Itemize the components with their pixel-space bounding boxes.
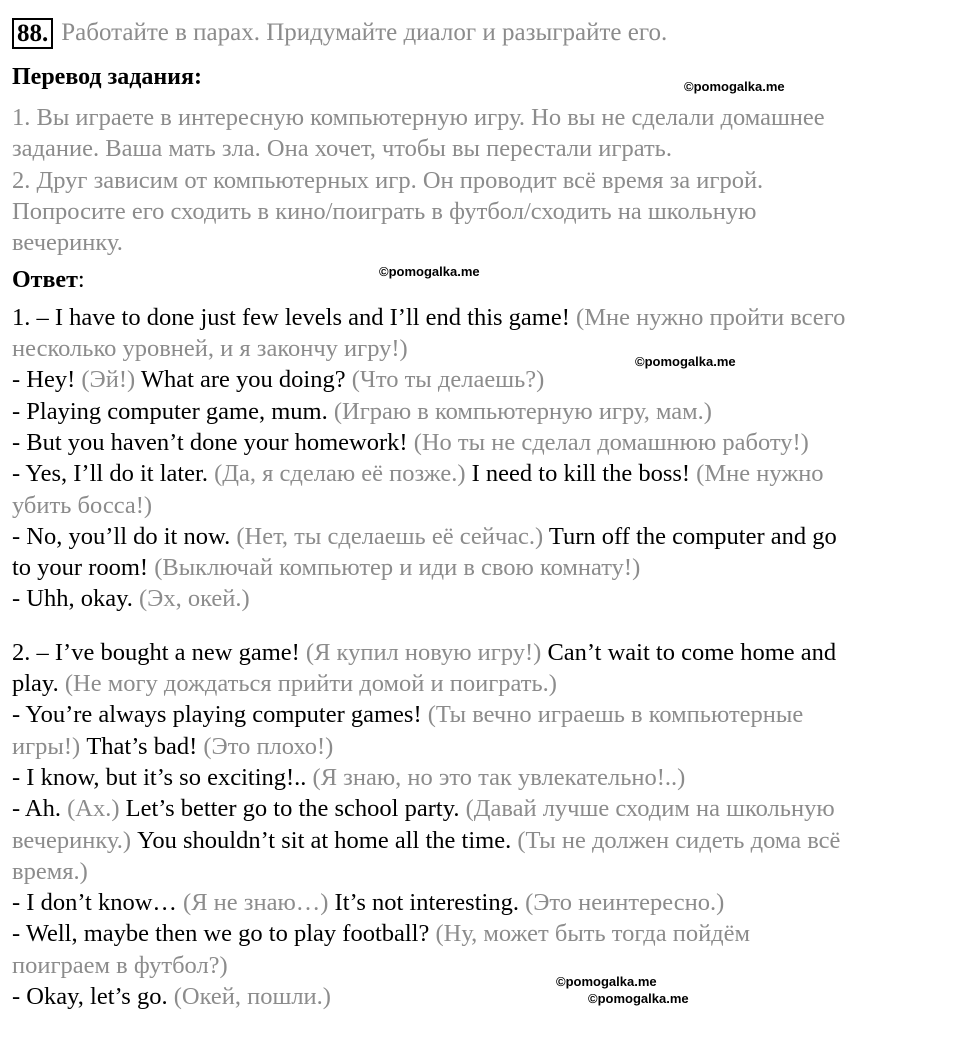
english-text: That’s bad! <box>86 732 204 760</box>
russian-translation: несколько уровней, и я закончу игру!) <box>12 335 408 363</box>
english-text: - Hey! <box>12 366 82 394</box>
dialog-line <box>12 668 952 699</box>
dialog-line <box>12 458 952 489</box>
exercise-number: 88. <box>12 18 53 49</box>
russian-translation: (Эх, окей.) <box>139 585 250 613</box>
translation-line: задание. Ваша мать зла. Она хочет, чтобы вы перестали играть. <box>12 135 672 163</box>
watermark: ©pomogalka.me <box>379 264 480 279</box>
dialog-line <box>12 793 952 824</box>
russian-translation: (Играю в компьютерную игру, мам.) <box>333 397 712 425</box>
english-text: What are you doing? <box>140 366 352 394</box>
english-text: - Well, maybe then we go to play football? <box>12 920 436 948</box>
russian-translation: (Это неинтересно.) <box>525 889 725 917</box>
watermark: ©pomogalka.me <box>588 991 689 1006</box>
english-text: - Ah. <box>12 795 68 823</box>
dialog-2 <box>12 637 952 1013</box>
russian-translation: (Не могу дождаться прийти домой и поиграть.) <box>64 670 557 698</box>
dialog-line <box>12 427 952 458</box>
russian-translation: (Выключай компьютер и иди в свою комнату!) <box>154 554 641 582</box>
english-text: 1. – I have to done just few levels and I’ll end this game! <box>12 303 577 331</box>
exercise-header <box>12 10 952 56</box>
dialog-line <box>12 699 952 730</box>
dialog-line <box>12 490 952 521</box>
russian-translation: (Мне нужно пройти всего <box>576 303 846 331</box>
dialog-1 <box>12 302 952 615</box>
english-text: Can’t wait to come home and <box>547 638 837 666</box>
english-text: play. <box>12 670 65 698</box>
russian-translation: (Ты вечно играешь в компьютерные <box>427 701 804 729</box>
russian-translation: (Давай лучше сходим на школьную <box>465 795 835 823</box>
dialog-line <box>12 762 952 793</box>
english-text: - I don’t know… <box>12 889 184 917</box>
dialog-line <box>12 825 952 856</box>
watermark: ©pomogalka.me <box>556 974 657 989</box>
english-text: Turn off the computer and go <box>548 522 837 550</box>
translation-line: вечеринку. <box>12 229 123 257</box>
dialog-line <box>12 731 952 762</box>
translation-heading: Перевод задания: <box>12 64 202 90</box>
dialog-line <box>12 856 952 887</box>
russian-translation: игры!) <box>12 732 87 760</box>
dialog-line <box>12 521 952 552</box>
exercise-task: Работайте в парах. Придумайте диалог и разыграйте его. <box>61 19 668 46</box>
russian-translation: (Я купил новую игру!) <box>305 638 548 666</box>
english-text: - But you haven’t done your homework! <box>12 428 414 456</box>
english-text: to your room! <box>12 554 155 582</box>
russian-translation: (Ах.) <box>67 795 126 823</box>
english-text: You shouldn’t sit at home all the time. <box>137 826 518 854</box>
translation-text <box>12 102 952 258</box>
russian-translation: (Что ты делаешь?) <box>351 366 545 394</box>
english-text: - No, you’ll do it now. <box>12 522 237 550</box>
russian-translation: (Но ты не сделал домашнюю работу!) <box>413 428 809 456</box>
english-text: 2. – I’ve bought a new game! <box>12 638 306 666</box>
russian-translation: (Это плохо!) <box>203 732 334 760</box>
dialog-line <box>12 302 952 333</box>
russian-translation: (Ну, может быть тогда пойдём <box>435 920 751 948</box>
dialog-line <box>12 950 952 981</box>
russian-translation: (Нет, ты сделаешь её сейчас.) <box>236 522 549 550</box>
dialog-line <box>12 887 952 918</box>
russian-translation: вечеринку.) <box>12 826 138 854</box>
english-text: - Playing computer game, mum. <box>12 397 334 425</box>
dialog-line <box>12 918 952 949</box>
translation-line: Попросите его сходить в кино/поиграть в футбол/сходить на школьную <box>12 197 757 225</box>
english-text: - Yes, I’ll do it later. <box>12 460 215 488</box>
english-text: - Uhh, okay. <box>12 585 140 613</box>
dialog-line <box>12 333 952 364</box>
russian-translation: (Мне нужно <box>696 460 824 488</box>
exercise-page <box>12 10 952 1012</box>
answer-heading: Ответ: <box>12 266 85 294</box>
russian-translation: (Я не знаю…) <box>183 889 335 917</box>
russian-translation: (Эй!) <box>81 366 141 394</box>
dialog-line <box>12 396 952 427</box>
dialog-line <box>12 637 952 668</box>
dialog-line <box>12 364 952 395</box>
russian-translation: время.) <box>12 857 88 885</box>
english-text: - I know, but it’s so exciting!.. <box>12 763 313 791</box>
english-text: - You’re always playing computer games! <box>12 701 428 729</box>
russian-translation: убить босса!) <box>12 491 153 519</box>
russian-translation: (Я знаю, но это так увлекательно!..) <box>312 763 686 791</box>
english-text: It’s not interesting. <box>334 889 526 917</box>
watermark: ©pomogalka.me <box>684 79 785 94</box>
english-text: Let’s better go to the school party. <box>125 795 466 823</box>
dialog-line <box>12 583 952 614</box>
translation-line: 1. Вы играете в интересную компьютерную игру. Но вы не сделали домашнее <box>12 104 825 131</box>
dialog-line <box>12 552 952 583</box>
english-text: I need to kill the boss! <box>471 460 697 488</box>
watermark: ©pomogalka.me <box>635 354 736 369</box>
russian-translation: (Окей, пошли.) <box>173 983 331 1011</box>
english-text: - Okay, let’s go. <box>12 983 174 1011</box>
translation-line: 2. Друг зависим от компьютерных игр. Он проводит всё время за игрой. <box>12 166 764 194</box>
russian-translation: (Ты не должен сидеть дома всё <box>517 826 841 854</box>
russian-translation: (Да, я сделаю её позже.) <box>214 460 472 488</box>
russian-translation: поиграем в футбол?) <box>12 951 228 979</box>
dialog-line <box>12 981 952 1012</box>
